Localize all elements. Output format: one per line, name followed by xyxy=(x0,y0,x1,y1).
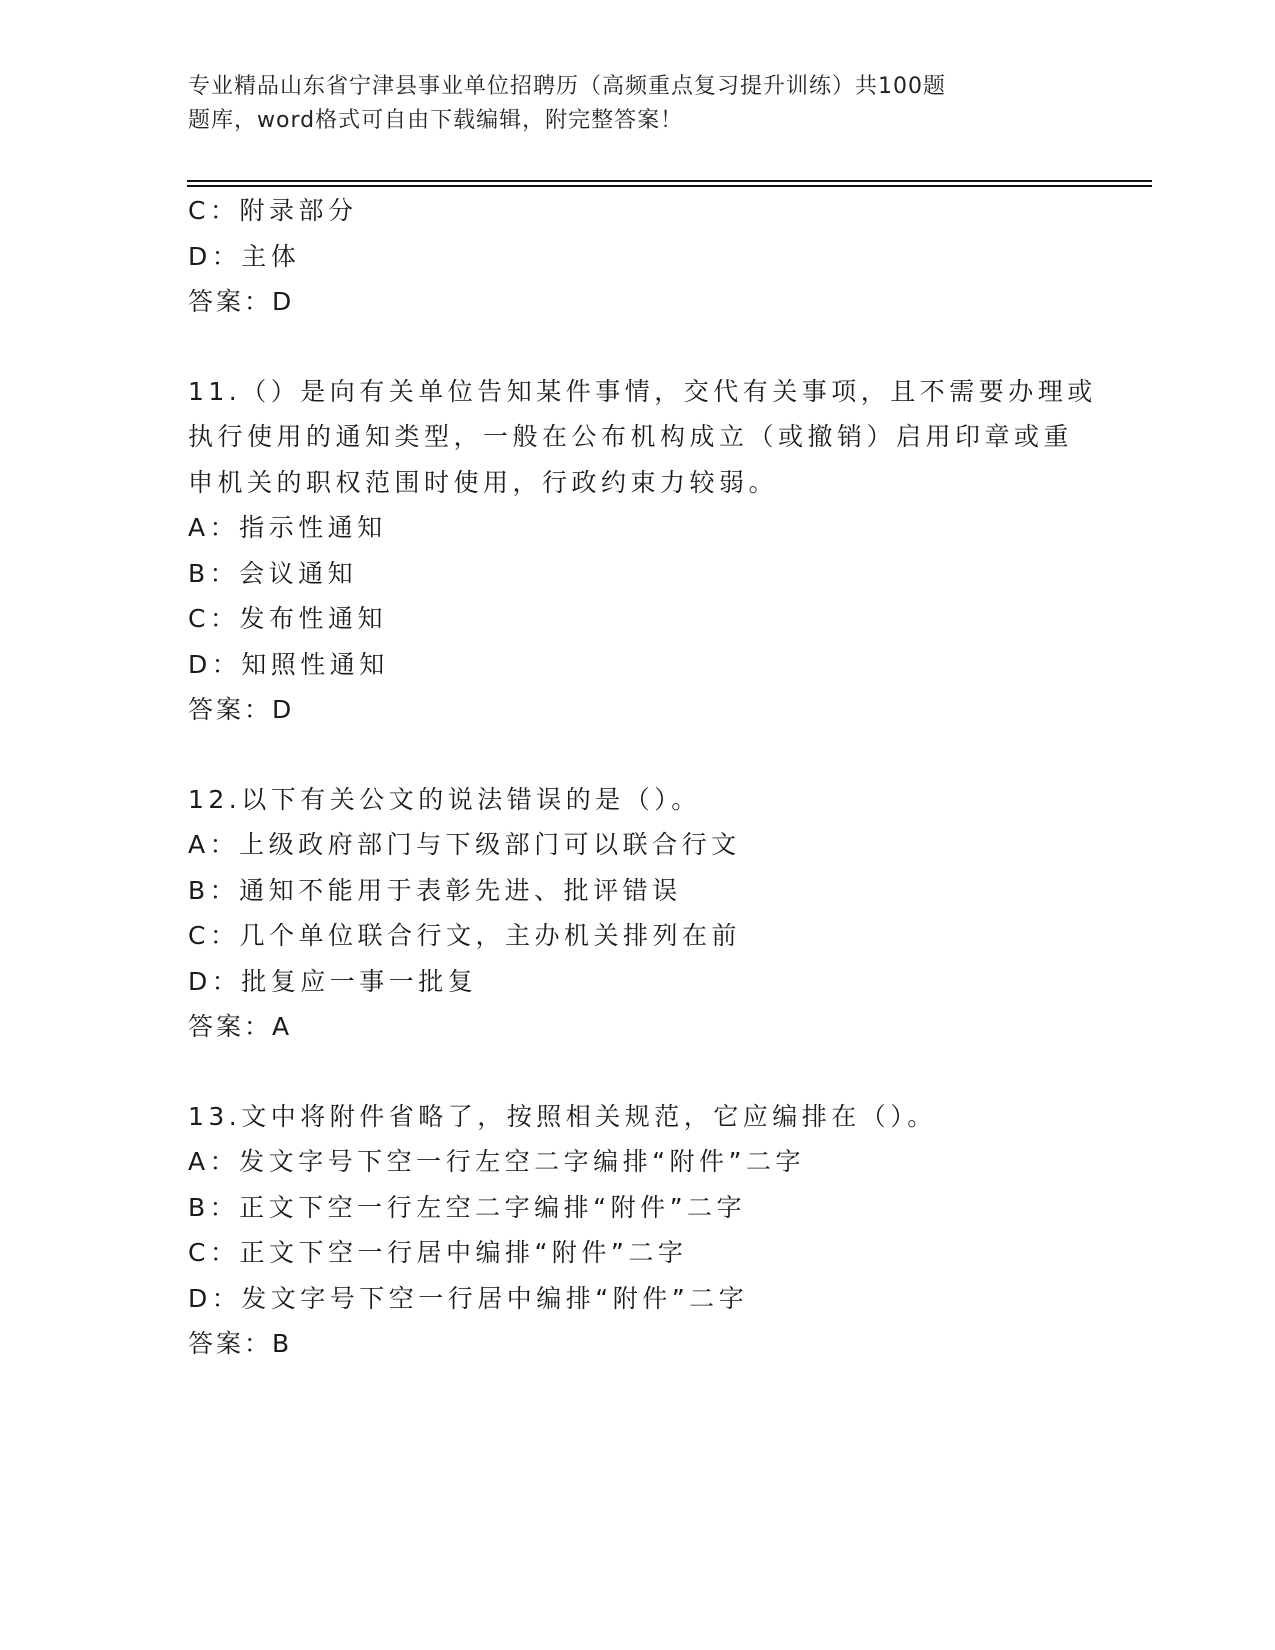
question-text xyxy=(188,777,1148,823)
option-c: C：正文下空一行居中编排“附件”二字 xyxy=(188,1238,688,1267)
question-12 xyxy=(188,777,1148,1050)
header-line-1: 专业精品山东省宁津县事业单位招聘历（高频重点复习提升训练）共100题 xyxy=(188,74,946,99)
option-c: C：附录部分 xyxy=(188,196,358,225)
option-b: B：会议通知 xyxy=(188,558,358,588)
question-list xyxy=(188,188,1148,1367)
option-b: B：正文下空一行左空二字编排“附件”二字 xyxy=(188,1192,747,1222)
question-line: 申机关的职权范围时使用，行政约束力较弱。 xyxy=(188,467,779,497)
spacer xyxy=(188,1050,1148,1094)
question-text xyxy=(188,369,1148,506)
header-line-2: 题库，word格式可自由下载编辑，附完整答案！ xyxy=(188,108,684,133)
option-d: D：主体 xyxy=(188,241,301,271)
option-d: D：发文字号下空一行居中编排“附件”二字 xyxy=(188,1283,749,1313)
option-c: C：几个单位联合行文，主办机关排列在前 xyxy=(188,921,741,950)
question-10-tail xyxy=(188,188,1148,325)
option-c: C：发布性通知 xyxy=(188,604,387,633)
document-header xyxy=(188,70,1008,138)
answer: 答案：D xyxy=(188,695,295,724)
question-line: 11.（）是向有关单位告知某件事情，交代有关事项，且不需要办理或 xyxy=(188,376,1097,406)
answer: 答案：B xyxy=(188,1329,293,1358)
option-a: A：发文字号下空一行左空二字编排“附件”二字 xyxy=(188,1147,806,1176)
spacer xyxy=(188,325,1148,369)
header-divider-bottom xyxy=(187,185,1152,187)
question-line: 13.文中将附件省略了，按照相关规范，它应编排在（）。 xyxy=(188,1101,937,1131)
answer: 答案：A xyxy=(188,1012,293,1041)
spacer xyxy=(188,733,1148,777)
question-text xyxy=(188,1094,1148,1140)
option-a: A：上级政府部门与下级部门可以联合行文 xyxy=(188,830,741,859)
question-11 xyxy=(188,369,1148,733)
option-a: A：指示性通知 xyxy=(188,513,387,542)
question-line: 12.以下有关公文的说法错误的是（）。 xyxy=(188,784,701,814)
question-line: 执行使用的通知类型，一般在公布机构成立（或撤销）启用印章或重 xyxy=(188,422,1074,451)
answer: 答案：D xyxy=(188,287,295,316)
header-divider-top xyxy=(187,180,1152,182)
option-d: D：批复应一事一批复 xyxy=(188,966,478,996)
option-b: B：通知不能用于表彰先进、批评错误 xyxy=(188,875,682,905)
question-13 xyxy=(188,1094,1148,1367)
option-d: D：知照性通知 xyxy=(188,649,389,679)
